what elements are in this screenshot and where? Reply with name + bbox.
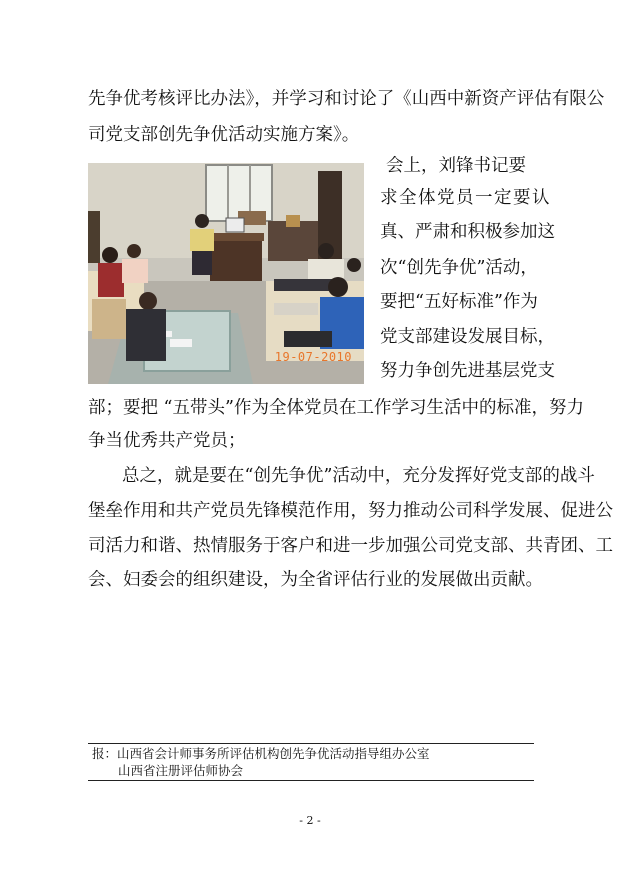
text-line-9: 努力争创先进基层党支 xyxy=(380,361,555,381)
text-line-8: 党支部建设发展目标， xyxy=(380,327,555,347)
text-line-4: 求全体党员一定要认 xyxy=(380,188,551,208)
text-line-10: 部；要把 “五带头”作为全体党员在工作学习生活中的标准，努力 xyxy=(88,398,584,418)
footer-recipient-line-1: 报：山西省会计师事务所评估机构创先争优活动指导组办公室 xyxy=(92,746,430,761)
text-line-2: 司党支部创先争优活动实施方案》。 xyxy=(88,125,360,145)
text-line-15: 会、妇委会的组织建设，为全省评估行业的发展做出贡献。 xyxy=(88,570,543,590)
footer-recipient-line-2: 山西省注册评估师协会 xyxy=(118,763,244,778)
text-line-14: 司活力和谐、热情服务于客户和进一步加强公司党支部、共青团、工 xyxy=(88,536,613,556)
text-line-5: 真、严肃和积极参加这 xyxy=(380,222,555,242)
text-line-1: 先争优考核评比办法》，并学习和讨论了《山西中新资产评估有限公 xyxy=(88,89,605,109)
footer-rule-top xyxy=(88,743,534,744)
text-line-3: 会上，刘锋书记要 xyxy=(386,156,526,176)
text-line-6: 次“创先争优”活动， xyxy=(380,258,538,278)
photo-date-stamp: 19-07-2010 xyxy=(274,350,352,364)
footer-rule-bottom xyxy=(88,780,534,781)
page-number: - 2 - xyxy=(299,814,321,827)
text-line-7: 要把“五好标准”作为 xyxy=(380,292,538,312)
meeting-photo xyxy=(88,163,364,384)
text-line-13: 堡垒作用和共产党员先锋模范作用，努力推动公司科学发展、促进公 xyxy=(88,501,613,521)
text-line-11: 争当优秀共产党员； xyxy=(88,431,246,451)
text-line-12: 总之，就是要在“创先争优”活动中，充分发挥好党支部的战斗 xyxy=(122,466,595,486)
